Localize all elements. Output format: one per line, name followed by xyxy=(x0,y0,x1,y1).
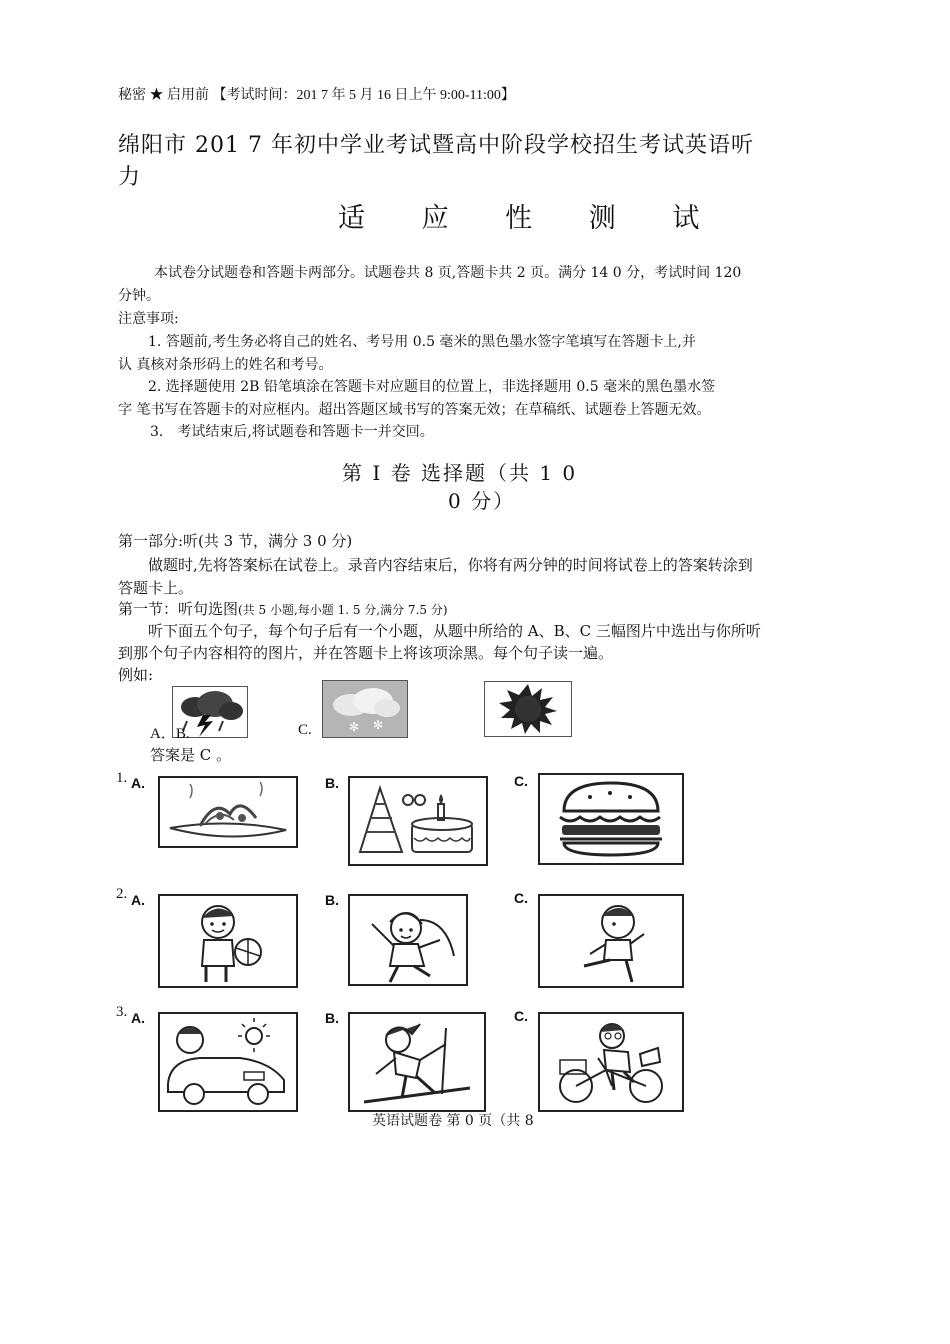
birthday-cake-icon xyxy=(348,776,488,866)
example-c-label: C. xyxy=(298,722,312,738)
sun-icon xyxy=(484,681,572,737)
q2-option-c-label: C. xyxy=(514,890,528,906)
sec1-heading-note: (共 5 小题,每小题 1. 5 分,满分 7.5 分) xyxy=(238,603,448,617)
example-label: 例如: xyxy=(118,666,154,684)
question-number-3: 3. xyxy=(116,1004,128,1020)
q1-option-c-label: C. xyxy=(514,773,528,789)
noodles-icon xyxy=(158,776,298,848)
part1-desc-line1: 做题时,先将答案标在试卷上。录音内容结束后，你将有两分钟的时间将试卷上的答案转涂到 xyxy=(148,556,753,574)
q3-option-c-label: C. xyxy=(514,1008,528,1024)
girl-dancing-icon xyxy=(348,894,468,986)
question-number-2: 2. xyxy=(116,886,128,902)
notice-item-3: 3． 考试结束后,将试题卷和答题卡一并交回。 xyxy=(150,424,434,440)
notice-item-1-line2: 认 真核对条形码上的姓名和考号。 xyxy=(118,357,333,373)
sec1-heading xyxy=(118,598,448,619)
example-ab-label: A．B. xyxy=(150,726,190,742)
svg-text:✻: ✻ xyxy=(349,720,360,734)
intro-text-line2: 分钟。 xyxy=(118,288,160,304)
boy-basketball-icon xyxy=(158,894,298,988)
q2-option-b-label: B. xyxy=(325,892,339,908)
confidential-header: 秘密 ★ 启用前 【考试时间：201 7 年 5 月 16 日上午 9:00-11:00】 xyxy=(118,88,515,103)
man-driving-car-icon xyxy=(158,1012,298,1112)
q1-option-b-label: B. xyxy=(325,775,339,791)
boy-running-icon xyxy=(538,894,684,988)
section-title-line1: 第 I 卷 选择题（共 1 0 xyxy=(342,461,578,485)
q2-option-a-label: A. xyxy=(131,892,145,908)
q3-option-a-label: A. xyxy=(131,1010,145,1026)
page-subtitle: 适 应 性 测 试 xyxy=(338,203,724,234)
sec1-desc-line2: 到那个句子内容相符的图片，并在答题卡上将该项涂黑。每个句子读一遍。 xyxy=(118,644,614,662)
page-title-line2: 力 xyxy=(118,165,142,190)
notice-heading: 注意事项: xyxy=(118,311,179,327)
svg-text:✻: ✻ xyxy=(373,718,384,732)
snow-cloud-icon xyxy=(322,680,408,738)
page-title-line1: 绵阳市 201 7 年初中学业考试暨高中阶段学校招生考试英语听 xyxy=(118,133,754,158)
part1-heading: 第一部分:听(共 3 节，满分 3 0 分) xyxy=(118,532,353,550)
intro-text-line1: 本试卷分试题卷和答题卡两部分。试题卷共 8 页,答题卡共 2 页。满分 14 0 分，考试时间 120 xyxy=(154,265,742,281)
section-title-line2: 0 分） xyxy=(448,489,516,513)
notice-item-2-line2: 字 笔书写在答题卡的对应框内。超出答题区域书写的答案无效；在草稿纸、试题卷上答题无效。 xyxy=(118,402,711,418)
q1-option-a-label: A. xyxy=(131,775,145,791)
sec1-heading-main: 第一节：听句选图 xyxy=(118,600,239,618)
notice-item-1-line1: 1. 答题前,考生务必将自己的姓名、考号用 0.5 毫米的黑色墨水签字笔填写在答题卡上,并 xyxy=(148,334,696,350)
skier-icon xyxy=(348,1012,486,1112)
question-number-1: 1. xyxy=(116,770,128,786)
part1-desc-line2: 答题卡上。 xyxy=(118,579,194,597)
example-answer: 答案是 C 。 xyxy=(150,746,232,764)
man-riding-bike-icon xyxy=(538,1012,684,1112)
hamburger-icon xyxy=(538,773,684,865)
q3-option-b-label: B. xyxy=(325,1010,339,1026)
notice-item-2-line1: 2. 选择题使用 2B 铅笔填涂在答题卡对应题目的位置上，非选择题用 0.5 毫米的黑色墨水签 xyxy=(148,379,716,395)
page-footer: 英语试题卷 第 0 页（共 8 xyxy=(372,1113,534,1129)
sec1-desc-line1: 听下面五个句子，每个句子后有一个小题，从题中所给的 A、B、C 三幅图片中选出与你所听 xyxy=(148,622,761,640)
